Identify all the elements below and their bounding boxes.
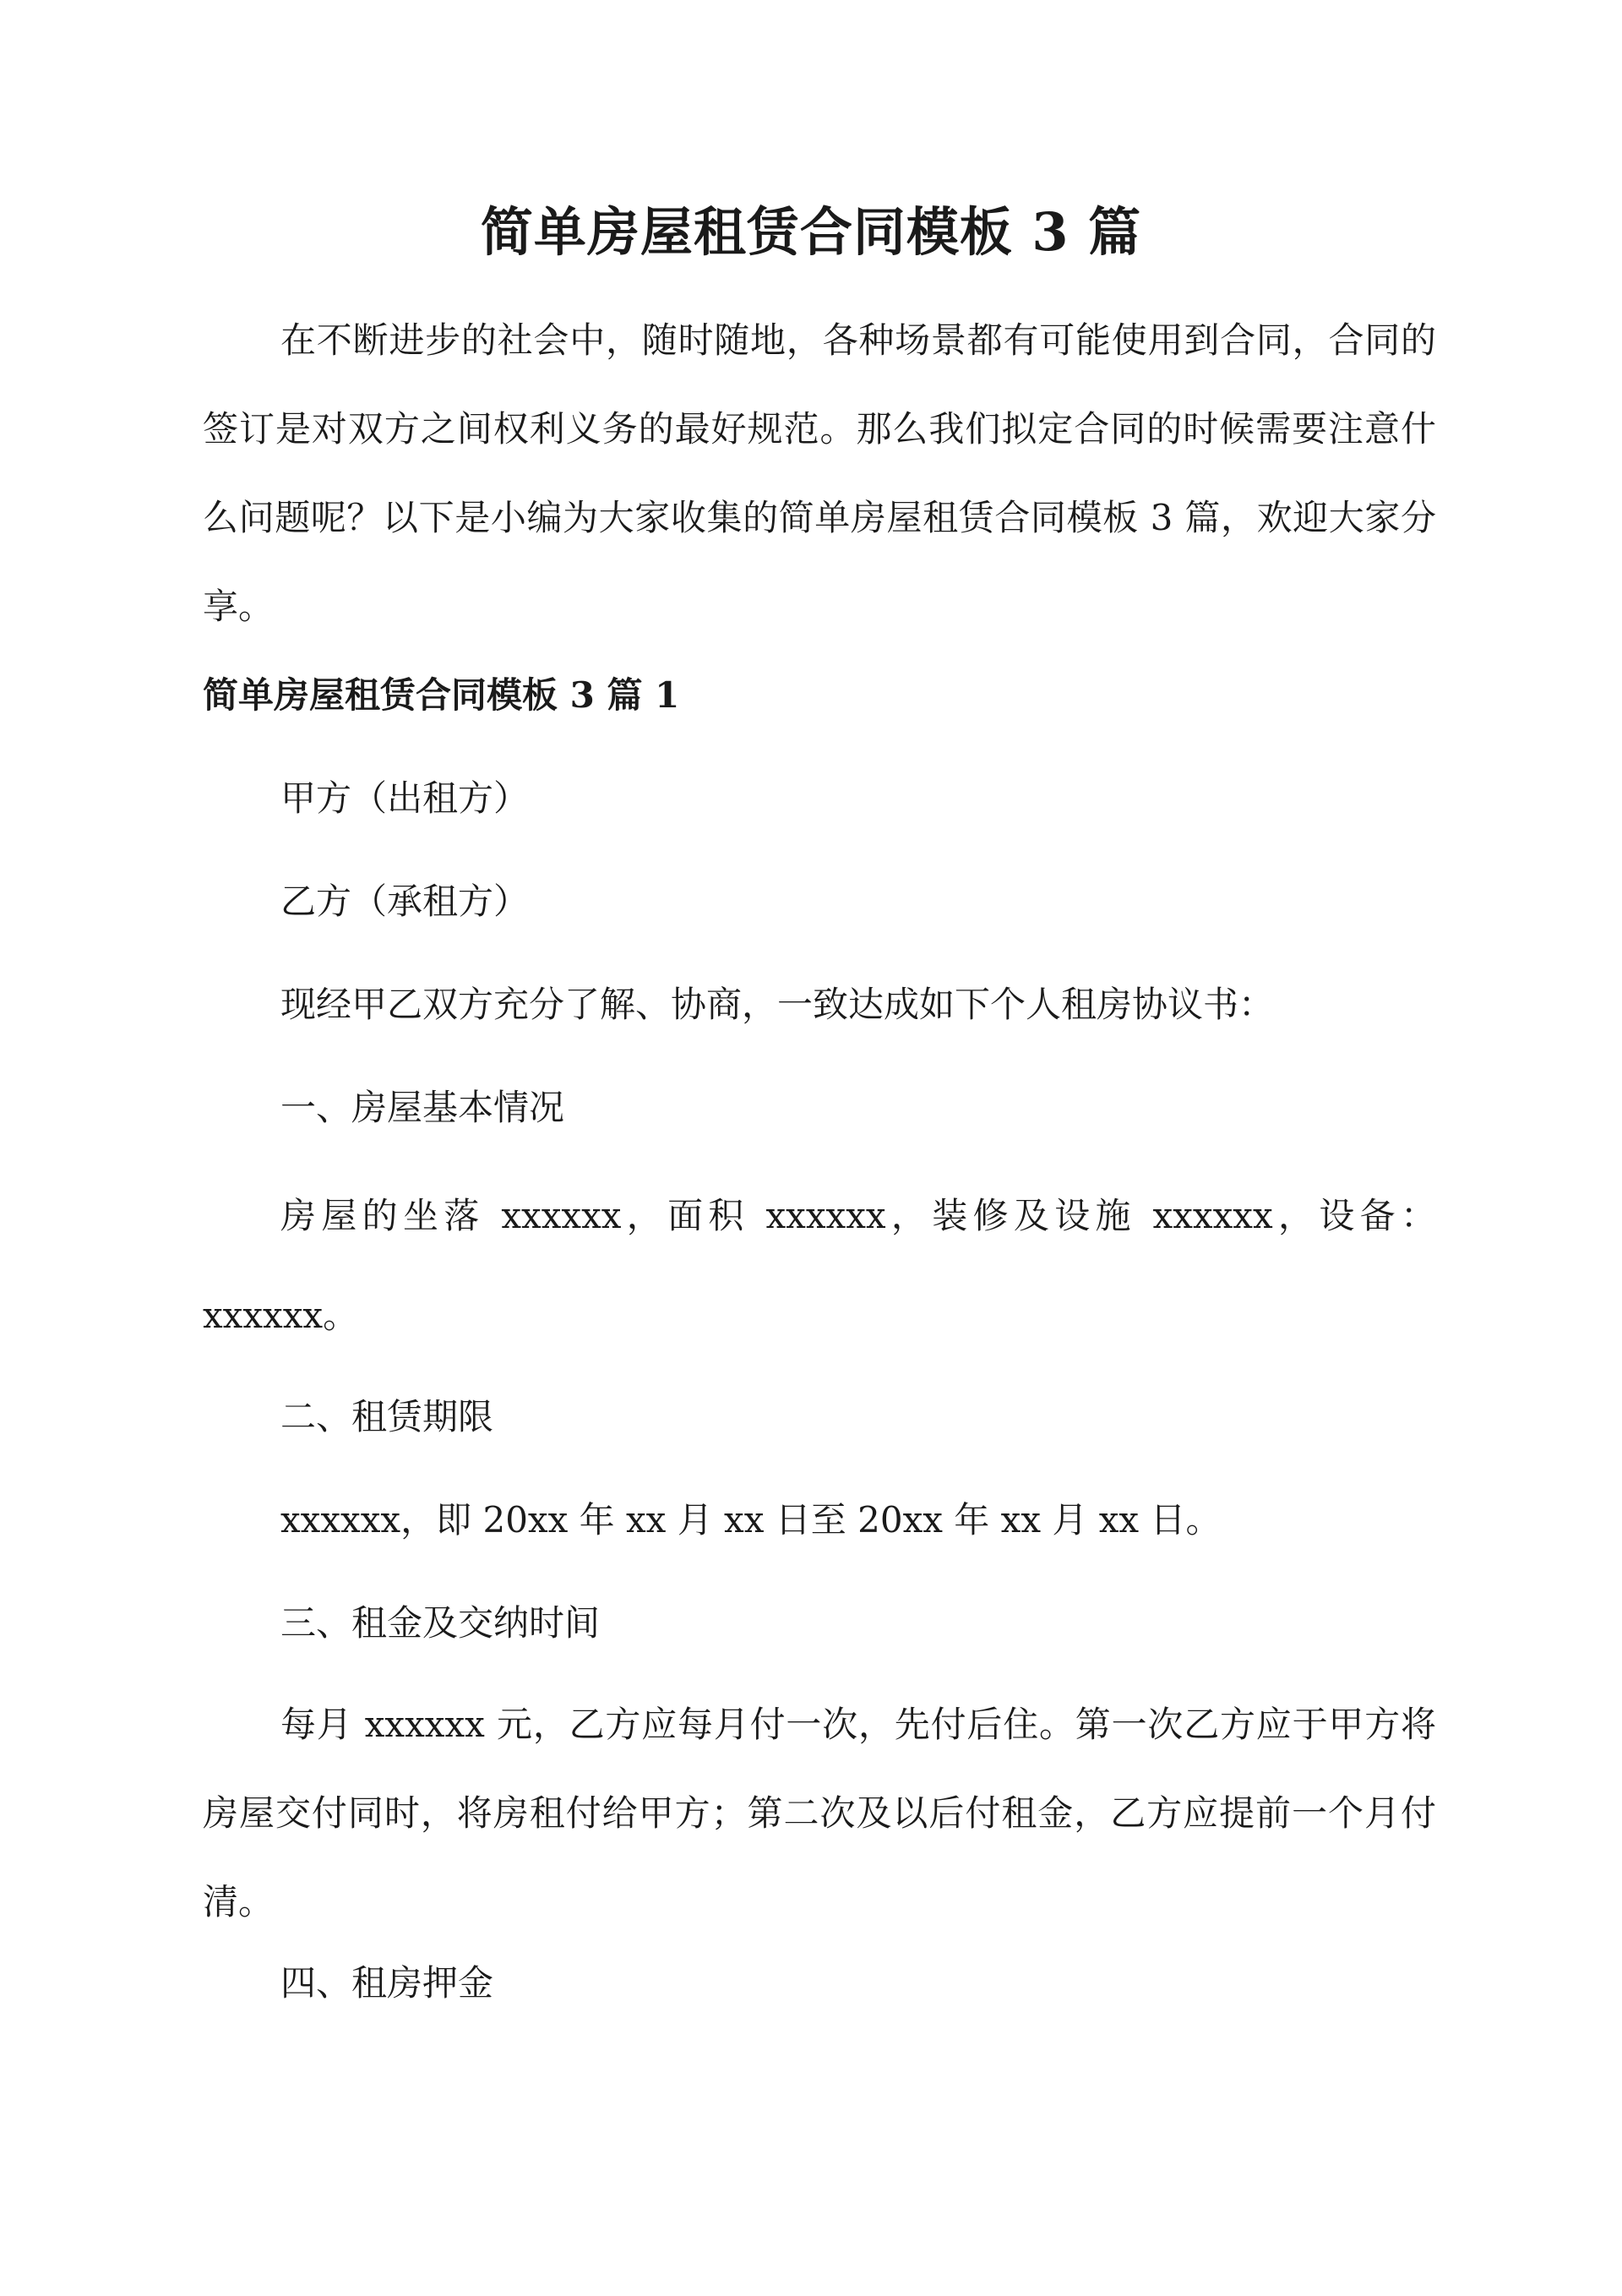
clause-heading-3: 三、租金及交纳时间 — [280, 1602, 601, 1644]
document-title: 简单房屋租赁合同模板 3 篇 — [480, 201, 1142, 263]
clause-heading-4: 四、租房押金 — [280, 1962, 494, 2004]
clause-text-1: 房屋的坐落 xxxxxx，面积 xxxxxx，装修及设施 xxxxxx，设备：xxxxxx。 — [203, 1195, 1436, 1336]
intro-paragraph: 在不断进步的社会中，随时随地，各种场景都有可能使用到合同，合同的签订是对双方之间权利义务的最好规范。那么我们拟定合同的时候需要注意什么问题呢？以下是小编为大家收集的简单房屋租赁合同模板 3 篇，欢迎大家分享。 — [203, 319, 1436, 627]
agreement-statement: 现经甲乙双方充分了解、协商，一致达成如下个人租房协议书： — [280, 984, 1275, 1025]
clause-heading-1: 一、房屋基本情况 — [280, 1087, 565, 1128]
clause-heading-2: 二、租赁期限 — [280, 1396, 494, 1437]
section-heading: 简单房屋租赁合同模板 3 篇 1 — [203, 674, 680, 716]
party-b-line: 乙方（承租方） — [280, 881, 530, 922]
clause-text-2: xxxxxx，即 20xx 年 xx 月 xx 日至 20xx 年 xx 月 xx 日。 — [280, 1499, 1222, 1541]
party-a-line: 甲方（出租方） — [280, 777, 530, 819]
clause-text-3: 每月 xxxxxx 元，乙方应每月付一次，先付后住。第一次乙方应于甲方将房屋交付同时，将房租付给甲方；第二次及以后付租金，乙方应提前一个月付清。 — [203, 1704, 1436, 1922]
